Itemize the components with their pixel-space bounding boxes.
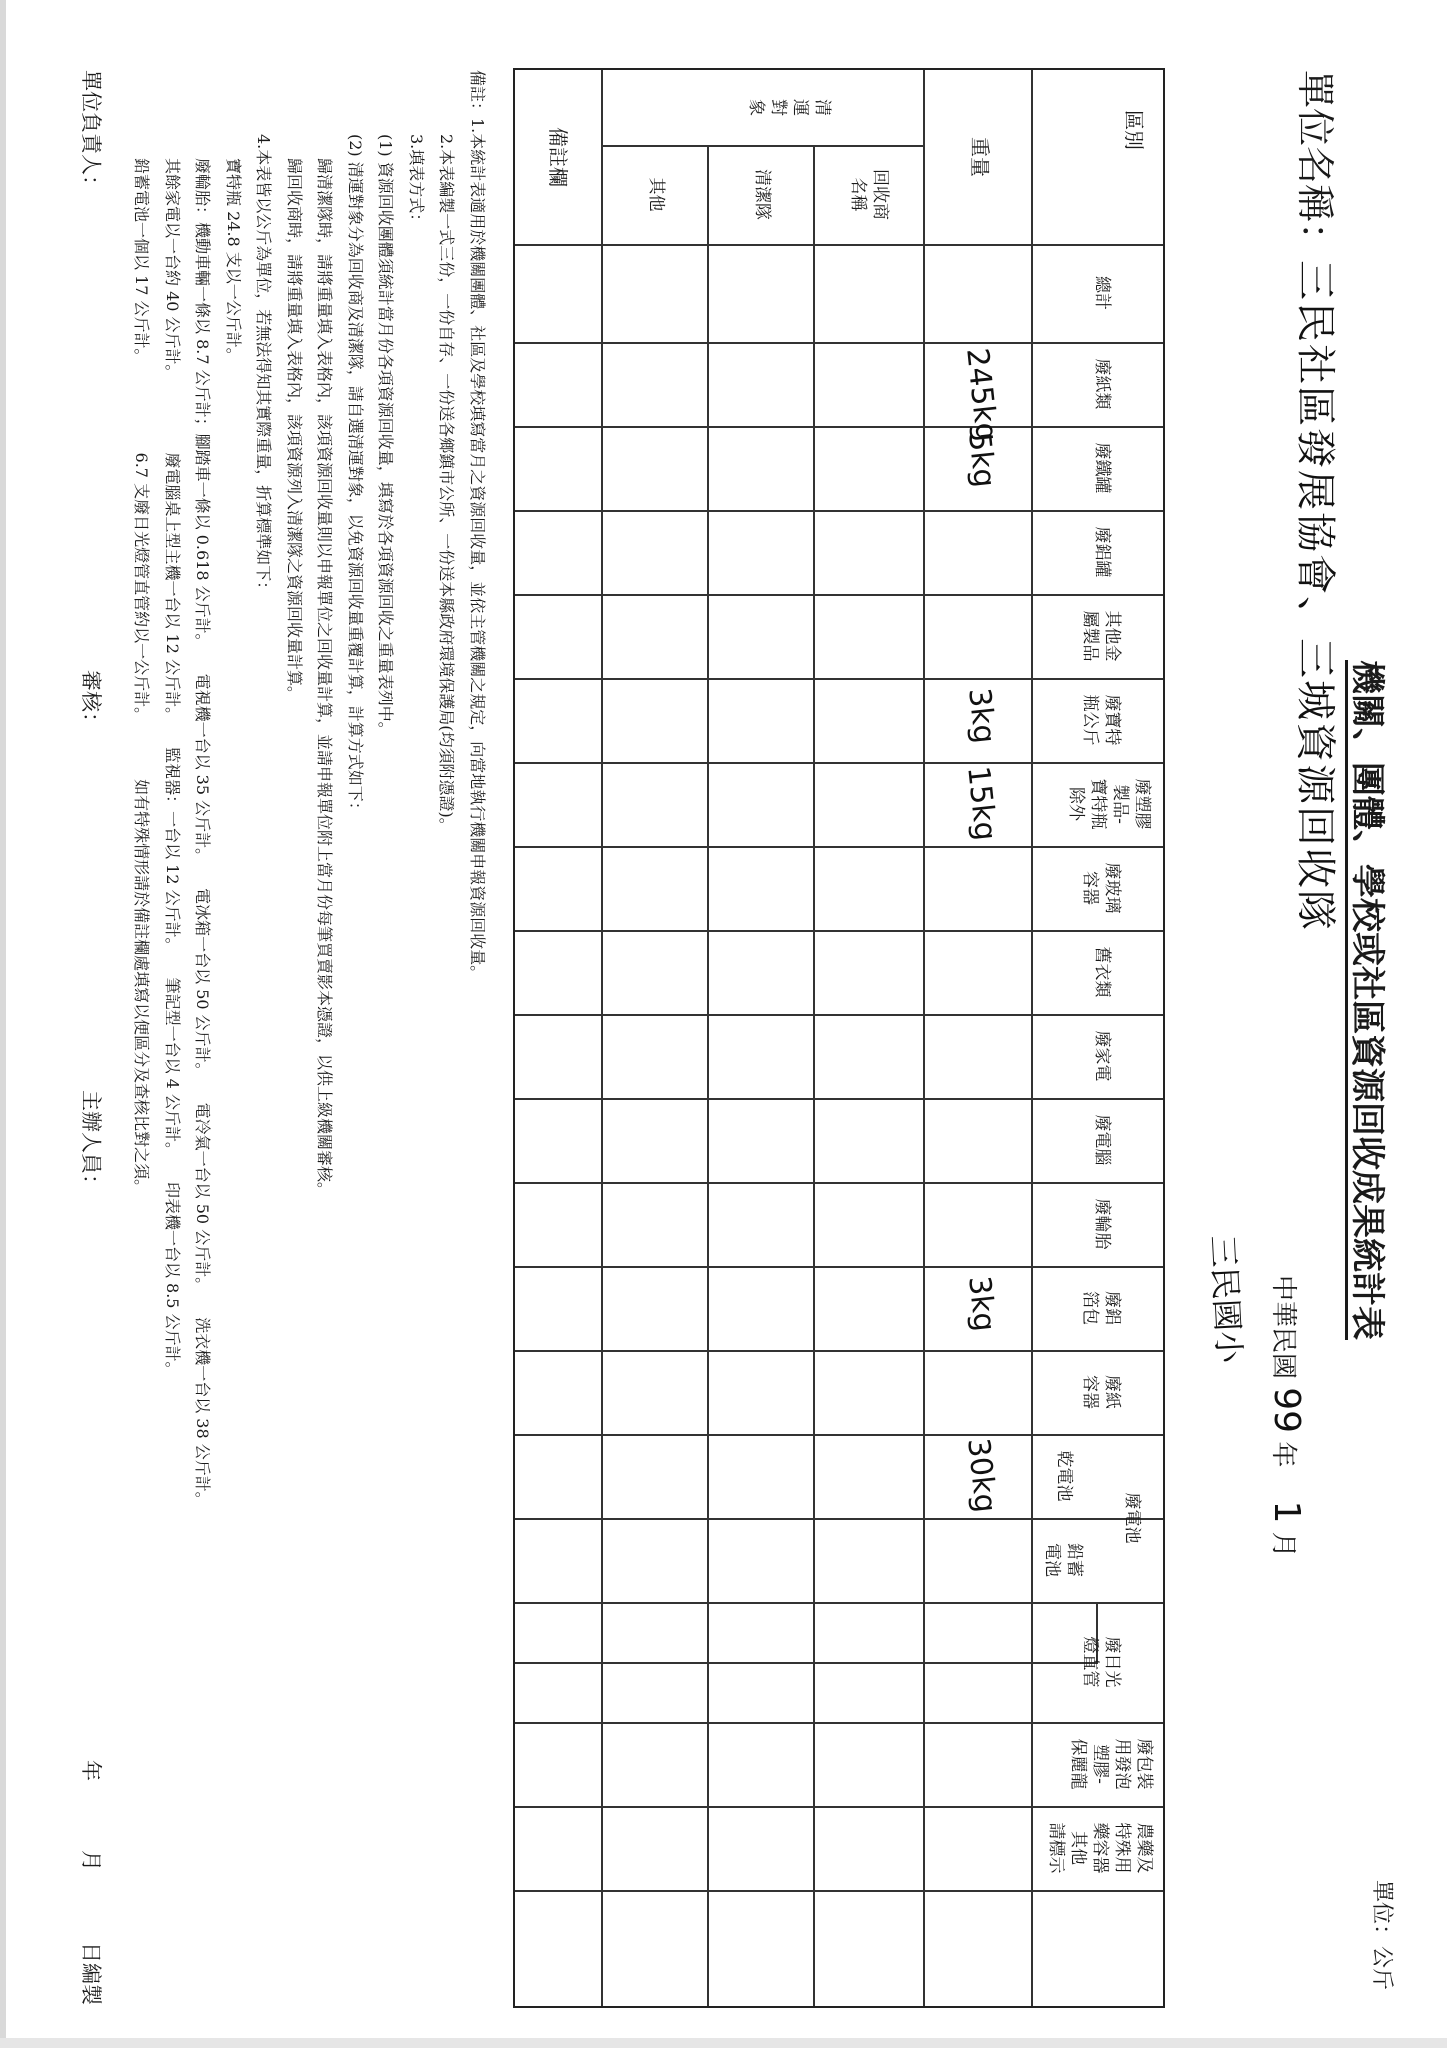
column-header: 廢玻璃 容器 — [1080, 862, 1122, 914]
reviewer-label: 審核： — [79, 670, 103, 733]
note-line: 廢輪胎：機動車輛一條以 8.7 公斤計；腳踏車一條以 0.618 公斤計。 電視機一台以 35 公斤計。 電冰箱一台以 50 公斤計。 電冷氣一台以 50 公斤計。 洗衣機一台以 38 公斤計。 — [193, 158, 213, 1508]
table-rule — [515, 930, 1163, 932]
table-rule — [515, 1182, 1163, 1184]
table-rule — [515, 1266, 1163, 1268]
unit-label: 單位：公斤 — [1369, 1880, 1394, 1991]
column-header-foam: 廢包裝 用發泡 塑膠- 保麗龍 — [1068, 1738, 1154, 1790]
date-line — [1266, 1275, 1307, 1558]
table-rule — [515, 678, 1163, 680]
column-header: 廢塑膠 製品- 寶特瓶 除外 — [1066, 778, 1152, 830]
column-header: 廢紙類 — [1092, 358, 1112, 410]
table-rule — [602, 70, 604, 2006]
year-label: 年 — [79, 1760, 103, 1781]
month-label: 月 — [79, 1850, 103, 1871]
date-prefix: 中華民國 — [1268, 1275, 1298, 1380]
column-header: 廢寶特 瓶公斤 — [1080, 694, 1122, 746]
notes-block — [126, 70, 492, 1950]
table-rule — [515, 1722, 1163, 1724]
row-label-weight: 重量 — [968, 137, 992, 177]
note-line: (1) 資源回收團體須統計當月份各項資源回收量，填寫於各項資源回收之重量表列中。 — [376, 134, 396, 738]
table-rule — [515, 846, 1163, 848]
note-line: (2) 清運對象分為回收商及清潔隊，請自選清運對象，以免資源回收量重覆計算，計算方式如下： — [346, 134, 365, 818]
column-header-lead-battery: 鉛蓄 電池 — [1042, 1543, 1084, 1577]
table-rule — [515, 510, 1163, 512]
table-rule — [708, 145, 710, 2006]
note-line: 鉛蓄電池一個以 17 公斤計。 6.7 支廢日光燈管直管約以一公斤計。 如有特殊情形請於備註欄處填寫以便區分及查核比對之須。 — [132, 158, 152, 1196]
table-rule — [1032, 70, 1034, 2006]
column-header-dry-battery: 乾電池 — [1054, 1450, 1074, 1502]
column-header: 廢鋁 箔包 — [1080, 1291, 1122, 1325]
org-line — [1290, 70, 1347, 932]
column-header: 總計 — [1092, 276, 1112, 310]
table-rule — [814, 145, 816, 2006]
handler-label: 主辦人員： — [79, 1090, 103, 1195]
table-rule — [924, 70, 926, 2006]
value-iron: 5kg — [961, 430, 1002, 490]
value-paper: 245kg — [959, 346, 1004, 444]
table-rule — [515, 1602, 1163, 1604]
value-dry-battery: 30kg — [960, 1436, 1003, 1515]
row-label-target: 清 運 對 象 — [746, 99, 832, 116]
row-label-other: 其他 — [646, 177, 666, 212]
value-pet: 3kg — [961, 686, 1002, 746]
value-plastic: 15kg — [960, 764, 1003, 843]
responsible-label: 單位負責人： — [79, 70, 103, 196]
row-label-remarks: 備註欄 — [546, 127, 570, 187]
corner-label: 區別 — [1122, 110, 1146, 150]
table-rule — [515, 1890, 1163, 1892]
date-month-suffix: 月 — [1268, 1531, 1298, 1558]
table-rule — [515, 1098, 1163, 1100]
column-header: 舊衣類 — [1092, 946, 1112, 998]
row-label-recycler: 回收商 名稱 — [848, 169, 890, 220]
note-line: 備註：1.本統計表適用於機關團體、社區及學校填寫當月之資源回收量，並依主管機關之規定，向當地執行機關申報資源回收量。 — [468, 70, 487, 982]
column-header: 廢紙 容器 — [1080, 1375, 1122, 1409]
date-year-suffix: 年 — [1268, 1441, 1298, 1468]
form-title: 機關、團體、學校或社區資源回收成果統計表 — [1347, 660, 1387, 1340]
row-label-cleaning-team: 清潔隊 — [752, 169, 772, 220]
column-header: 廢電腦 — [1092, 1114, 1112, 1166]
org-label: 單位名稱： — [1293, 70, 1337, 261]
note-line: 寶特瓶 24.8 支以一公斤計。 — [224, 158, 243, 364]
table-rule — [515, 1350, 1163, 1352]
school-name: 三民國小 — [1203, 1234, 1249, 1365]
value-foil: 3kg — [961, 1274, 1002, 1334]
column-header-pesticide: 農藥及 特殊用 藥容器 其他 請標示 — [1046, 1822, 1154, 1874]
table-rule — [515, 1014, 1163, 1016]
column-header: 廢鋁罐 — [1092, 526, 1112, 578]
table-rule — [515, 594, 1163, 596]
note-line: 4.本表皆以公斤為單位，若無法得知其實際重量，折算標準如下： — [254, 134, 274, 598]
note-line: 3.填表方式： — [407, 134, 426, 230]
date-year: 99 — [1266, 1387, 1307, 1434]
note-line: 歸清潔隊時，請將重量填入表格內，該項資源回收量則以申報單位之回收量計算，並請申報單位附上當月份每筆買賣影本憑證，以供上級機關審核。 — [315, 158, 335, 1199]
column-header: 其他金 屬製品 — [1080, 610, 1122, 662]
column-header: 廢輪胎 — [1092, 1198, 1112, 1250]
note-line: 其餘家電以一台約 40 公斤計。 廢電腦桌上型主機一台以 12 公斤計。 監視器：一台以 12 公斤計。 筆記型一台以 4 公斤計。 印表機一台以 8.5 公斤計。 — [163, 158, 182, 1378]
table-rule — [515, 1662, 1098, 1664]
statistics-table — [513, 68, 1165, 2008]
table-rule — [515, 244, 1163, 246]
day-label: 日編製 — [79, 1942, 103, 2005]
column-header-lamp: 廢日光 燈直管 — [1080, 1636, 1122, 1688]
column-header: 廢鐵罐 — [1092, 442, 1112, 494]
column-header-battery: 廢電池 — [1122, 1492, 1142, 1544]
note-line: 歸回收商時，請將重量填入表格內，該項資源列入清潔隊之資源回收量計算。 — [285, 158, 304, 703]
org-name: 三民社區發展協會、三城資源回收隊 — [1292, 260, 1338, 933]
table-rule — [515, 426, 1163, 428]
table-rule — [515, 342, 1163, 344]
note-line: 2.本表編製一式三份，一份自存、一份送各鄉鎮市公所、一份送本縣政府環境保護局(均須附憑證)。 — [437, 134, 457, 834]
date-month: 1 — [1266, 1500, 1307, 1524]
column-header: 廢家電 — [1092, 1030, 1112, 1082]
